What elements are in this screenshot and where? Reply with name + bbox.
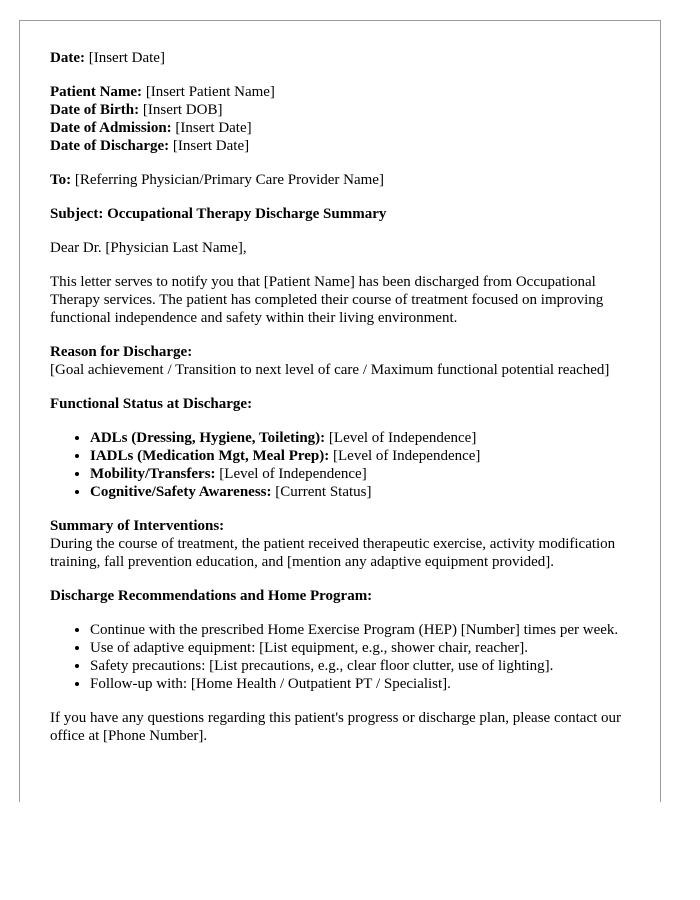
discharge-date-label: Date of Discharge: [50, 138, 170, 154]
status-label: Mobility/Transfers: [90, 466, 216, 482]
status-value: [Current Status] [275, 484, 372, 500]
status-value: [Level of Independence] [333, 448, 481, 464]
list-item: • Continue with the prescribed Home Exercise Program (HEP) [Number] times per week. [90, 621, 646, 639]
interventions-section [50, 517, 646, 571]
status-label: IADLs (Medication Mgt, Meal Prep): [90, 448, 330, 464]
list-item [90, 447, 646, 465]
discharge-date-line [50, 137, 646, 155]
reason-heading: Reason for Discharge: [50, 344, 193, 360]
functional-status-list [50, 429, 646, 501]
recommendations-list [50, 621, 646, 693]
patient-name-label: Patient Name: [50, 84, 143, 100]
date-label: Date: [50, 50, 85, 66]
to-value: [Referring Physician/Primary Care Provider Name] [74, 172, 384, 188]
status-label: ADLs (Dressing, Hygiene, Toileting): [90, 430, 326, 446]
recommendations-heading [50, 587, 646, 605]
patient-info [50, 83, 646, 155]
functional-status-heading [50, 395, 646, 413]
recipient-line [50, 171, 646, 189]
list-item [90, 483, 646, 501]
dob-value: [Insert DOB] [142, 102, 223, 118]
letter-content [50, 49, 646, 761]
status-value: [Level of Independence] [219, 466, 367, 482]
list-item: • Safety precautions: [List precautions, e.g., clear floor clutter, use of lighting]. [90, 657, 646, 675]
intro-paragraph: This letter serves to notify you that [Patient Name] has been discharged from Occupational Therapy services. The patient has completed their course of treatment focused on improving functional independence and safety within their living environment. [50, 274, 604, 326]
subject-line [50, 205, 646, 223]
subject-text: Subject: Occupational Therapy Discharge Summary [50, 206, 387, 222]
salutation: Dear Dr. [Physician Last Name], [50, 240, 247, 256]
to-label: To: [50, 172, 72, 188]
list-item: • Use of adaptive equipment: [List equipment, e.g., shower chair, reacher]. [90, 639, 646, 657]
interventions-text: During the course of treatment, the patient received therapeutic exercise, activity modification training, fall prevention education, and [mention any adaptive equipment provided]. [50, 536, 616, 570]
list-item [90, 429, 646, 447]
reason-section [50, 343, 646, 379]
status-label: Cognitive/Safety Awareness: [90, 484, 272, 500]
patient-name-value: [Insert Patient Name] [145, 84, 275, 100]
list-item: • Follow-up with: [Home Health / Outpatient PT / Specialist]. [90, 675, 646, 693]
date-line [50, 49, 646, 67]
recommendations-heading-text: Discharge Recommendations and Home Program: [50, 588, 373, 604]
list-item [90, 465, 646, 483]
status-value: [Level of Independence] [328, 430, 477, 446]
reason-text: [Goal achievement / Transition to next level of care / Maximum functional potential reached] [50, 362, 610, 378]
admission-label: Date of Admission: [50, 120, 172, 136]
admission-line [50, 119, 646, 137]
closing-paragraph: If you have any questions regarding this patient's progress or discharge plan, please contact our office at [Phone Number]. [50, 710, 622, 744]
discharge-date-value: [Insert Date] [172, 138, 250, 154]
dob-line [50, 101, 646, 119]
functional-status-heading-text: Functional Status at Discharge: [50, 396, 253, 412]
dob-label: Date of Birth: [50, 102, 140, 118]
letter-page [19, 20, 661, 802]
interventions-heading: Summary of Interventions: [50, 518, 225, 534]
admission-value: [Insert Date] [175, 120, 252, 136]
patient-name-line [50, 83, 646, 101]
date-value: [Insert Date] [88, 50, 165, 66]
